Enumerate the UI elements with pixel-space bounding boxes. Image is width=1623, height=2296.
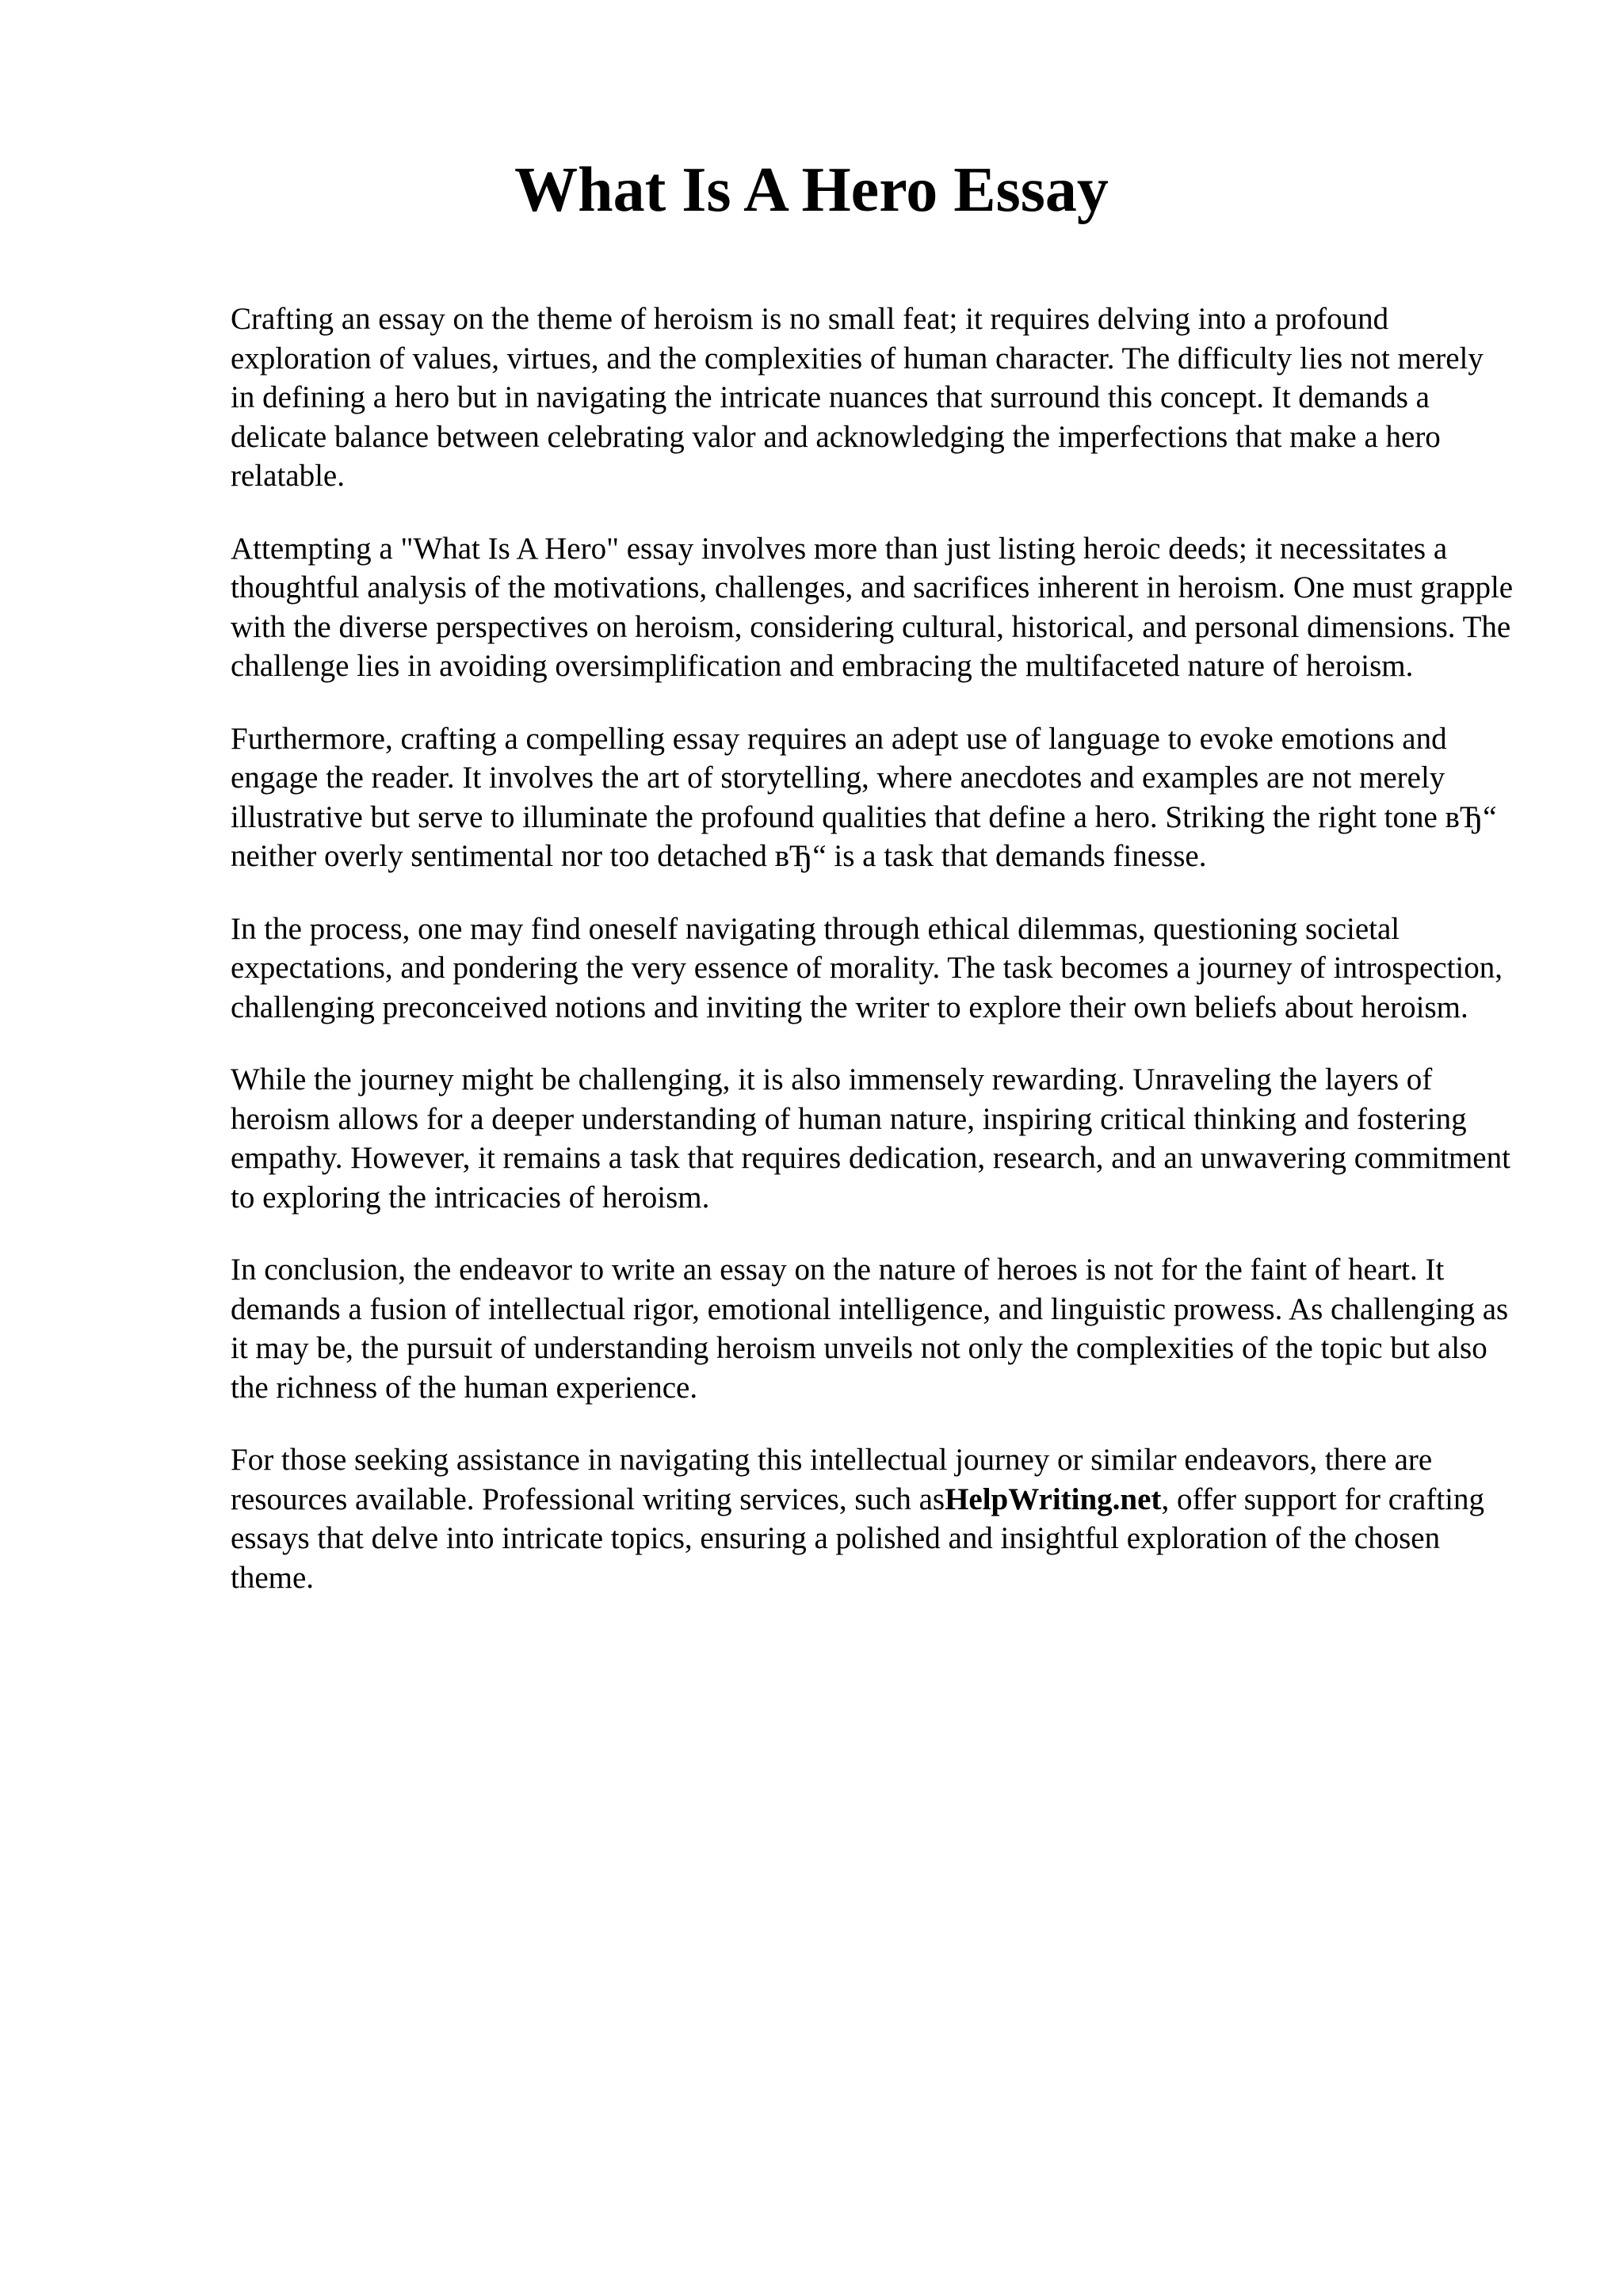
brand-link[interactable]: HelpWriting.net <box>945 1482 1162 1516</box>
essay-body <box>231 299 1514 1630</box>
paragraph-1: Crafting an essay on the theme of heroism is no small feat; it requires delving into a profound exploration of values, virtues, and the complexities of human character. The difficulty lies not merely in defining a hero but in navigating the intricate nuances that surround this concept. It demands a delicate balance between celebrating valor and acknowledging the imperfections that make a hero relatable. <box>231 302 1484 493</box>
paragraph-6: In conclusion, the endeavor to write an essay on the nature of heroes is not for the faint of heart. It demands a fusion of intellectual rigor, emotional intelligence, and linguistic prowess. As challenging as it may be, the pursuit of understanding heroism unveils not only the complexities of the topic but also the richness of the human experience. <box>231 1253 1509 1405</box>
closing-text-before: For those seeking assistance in navigating this intellectual journey or similar endeavors, there are resources available. Professional writing services, such as <box>231 1443 1433 1516</box>
paragraph-closing <box>231 1440 1514 1597</box>
paragraph-4: In the process, one may find oneself navigating through ethical dilemmas, questioning societal expectations, and pondering the very essence of morality. The task becomes a journey of introspection, challenging preconceived notions and inviting the writer to explore their own beliefs about heroism. <box>231 911 1503 1024</box>
paragraph-2: Attempting a "What Is A Hero" essay involves more than just listing heroic deeds; it necessitates a thoughtful analysis of the motivations, challenges, and sacrifices inherent in heroism. One must grapple with the diverse perspectives on heroism, considering cultural, historical, and personal dimensions. The challenge lies in avoiding oversimplification and embracing the multifaceted nature of heroism. <box>231 531 1514 683</box>
page-title: What Is A Hero Essay <box>514 155 1109 225</box>
closing-text-after: , offer support for crafting essays that delve into intricate topics, ensuring a polished and insightful exploration of the chosen theme. <box>231 1482 1484 1595</box>
paragraph-5: While the journey might be challenging, it is also immensely rewarding. Unraveling the layers of heroism allows for a deeper understanding of human nature, inspiring critical thinking and fostering empathy. However, it remains a task that requires dedication, research, and an unwavering commitment to exploring the intricacies of heroism. <box>231 1062 1510 1215</box>
paragraph-3: Furthermore, crafting a compelling essay requires an adept use of language to evoke emotions and engage the reader. It involves the art of storytelling, where anecdotes and examples are not merely illustrative but serve to illuminate the profound qualities that define a hero. Striking the right tone вЂ“ neither overly sentimental nor too detached вЂ“ is a task that demands finesse. <box>231 721 1497 873</box>
